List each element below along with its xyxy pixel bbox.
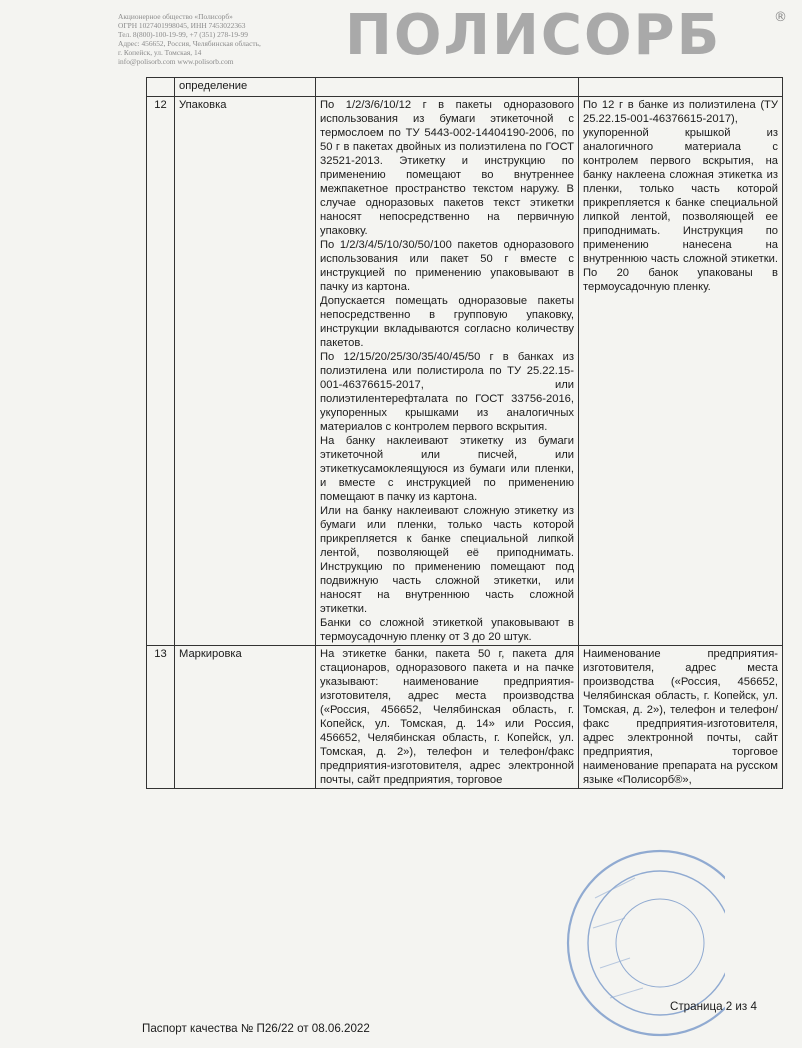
spec-cell: [316, 78, 579, 97]
spec-paragraph: По 12/15/20/25/30/35/40/45/50 г в банках из полиэтилена или полистирола по ТУ 25.22.15-001-46376615-2017, или полиэтилентерефталата по ГОСТ 33756-2016, укупоренных крышками из аналогичных материалов с контролем первого вскрытия.: [320, 351, 574, 433]
row-number-cell: 12: [147, 97, 175, 646]
spec-paragraph: Банки со сложной этикеткой упаковывают в термоусадочную пленку от 3 до 20 штук.: [320, 617, 574, 643]
spec-paragraph: По 1/2/3/6/10/12 г в пакеты одноразового использования из бумаги этикеточной с термослоем по ТУ 5443-002-14404190-2006, по 50 г в пакетах двойных из полиэтилена по ГОСТ 32521-2013. Этикетку и инструкцию по применению помещают во внутреннее межпакетное пространство текстом наружу. В случае одноразовых пакетов текст этикетки наносят непосредственно на первичную упаковку.: [320, 99, 574, 237]
property-cell: Маркировка: [175, 646, 316, 789]
spec-cell: [316, 97, 579, 646]
table-row: [147, 97, 783, 646]
table-row: [147, 646, 783, 789]
actual-cell: [579, 97, 783, 646]
company-line: ОГРН 1027401998045, ИНН 7453022363: [118, 21, 246, 30]
spec-paragraph: На банку наклеивают этикетку из бумаги этикеточной или писчей, или этикеткусамоклеящуюся из бумаги или пленки, и вместе с инструкцией по применению помещают в пачку из картона.: [320, 435, 574, 503]
company-line: Тел. 8(800)-100-19-99, +7 (351) 278-19-99: [118, 30, 248, 39]
spec-paragraph: По 1/2/3/4/5/10/30/50/100 пакетов одноразового использования или пакет 50 г вместе с инструкцией по применению упаковывают в пачку из картона.: [320, 239, 574, 293]
actual-cell: [579, 78, 783, 97]
actual-paragraph: Наименование предприятия-изготовителя, адрес места производства («Россия, 456652, Челябинская область, г. Копейск, ул. Томская, д. 2»), телефон и телефон/факс предприятия-изготовителя, адрес электронной почты, сайт предприятия, торговое наименование препарата на русском языке «Полисорб®»,: [583, 648, 778, 786]
page-number: Страница 2 из 4: [670, 1000, 757, 1013]
company-line: Адрес: 456652, Россия, Челябинская область,: [118, 39, 261, 48]
company-seal-stamp: [565, 838, 725, 1048]
company-line: г. Копейск, ул. Томская, 14: [118, 48, 202, 57]
spec-cell: [316, 646, 579, 789]
passport-reference: Паспорт качества № П26/22 от 08.06.2022: [142, 1022, 370, 1035]
spec-paragraph: Или на банку наклеивают сложную этикетку из бумаги или пленки, только часть которой прикрепляется к банке специальной липкой лентой, позволяющей её приподнимать. Инструкцию по применению помещают под подвижную часть сложной этикетки, или наносят на внутреннюю часть сложной этикетки.: [320, 505, 574, 615]
actual-paragraph: По 12 г в банке из полиэтилена (ТУ 25.22.15-001-46376615-2017), укупоренной крышкой из аналогичного материала с контролем первого вскрытия, на банку наклеена сложная этикетка из пленки, только часть которой прикрепляется к банке специальной липкой лентой, позволяющей ее приподнимать. Инструкция по применению нанесена на внутреннюю часть сложной этикетки. По 20 банок упакованы в термоусадочную пленку.: [583, 99, 778, 293]
company-details: [118, 12, 353, 66]
actual-cell: [579, 646, 783, 789]
row-number-cell: 13: [147, 646, 175, 789]
property-cell: Упаковка: [175, 97, 316, 646]
spec-paragraph: Допускается помещать одноразовые пакеты непосредственно в групповую упаковку, инструкции вкладываются согласно количеству пакетов.: [320, 295, 574, 349]
row-number-cell: [147, 78, 175, 97]
company-line: info@polisorb.com www.polisorb.com: [118, 57, 234, 66]
table-row: [147, 78, 783, 97]
property-cell: определение: [175, 78, 316, 97]
company-logo: ПОЛИСОРБ: [345, 3, 722, 68]
quality-passport-table: [146, 77, 783, 789]
company-line: Акционерное общество «Полисорб»: [118, 12, 233, 21]
spec-paragraph: На этикетке банки, пакета 50 г, пакета для стационаров, одноразового пакета и на пачке указывают: наименование предприятия-изготовителя, адрес места производства («Россия, 456652, Челябинская область, г. Копейск, ул. Томская, д. 14» или Россия, 456652, Челябинская область, г. Копейск, ул. Томская, д. 2»), телефон и телефон/факс предприятия-изготовителя, адрес электронной почты, сайт предприятия, торговое: [320, 648, 574, 786]
registered-mark: ®: [774, 10, 787, 25]
